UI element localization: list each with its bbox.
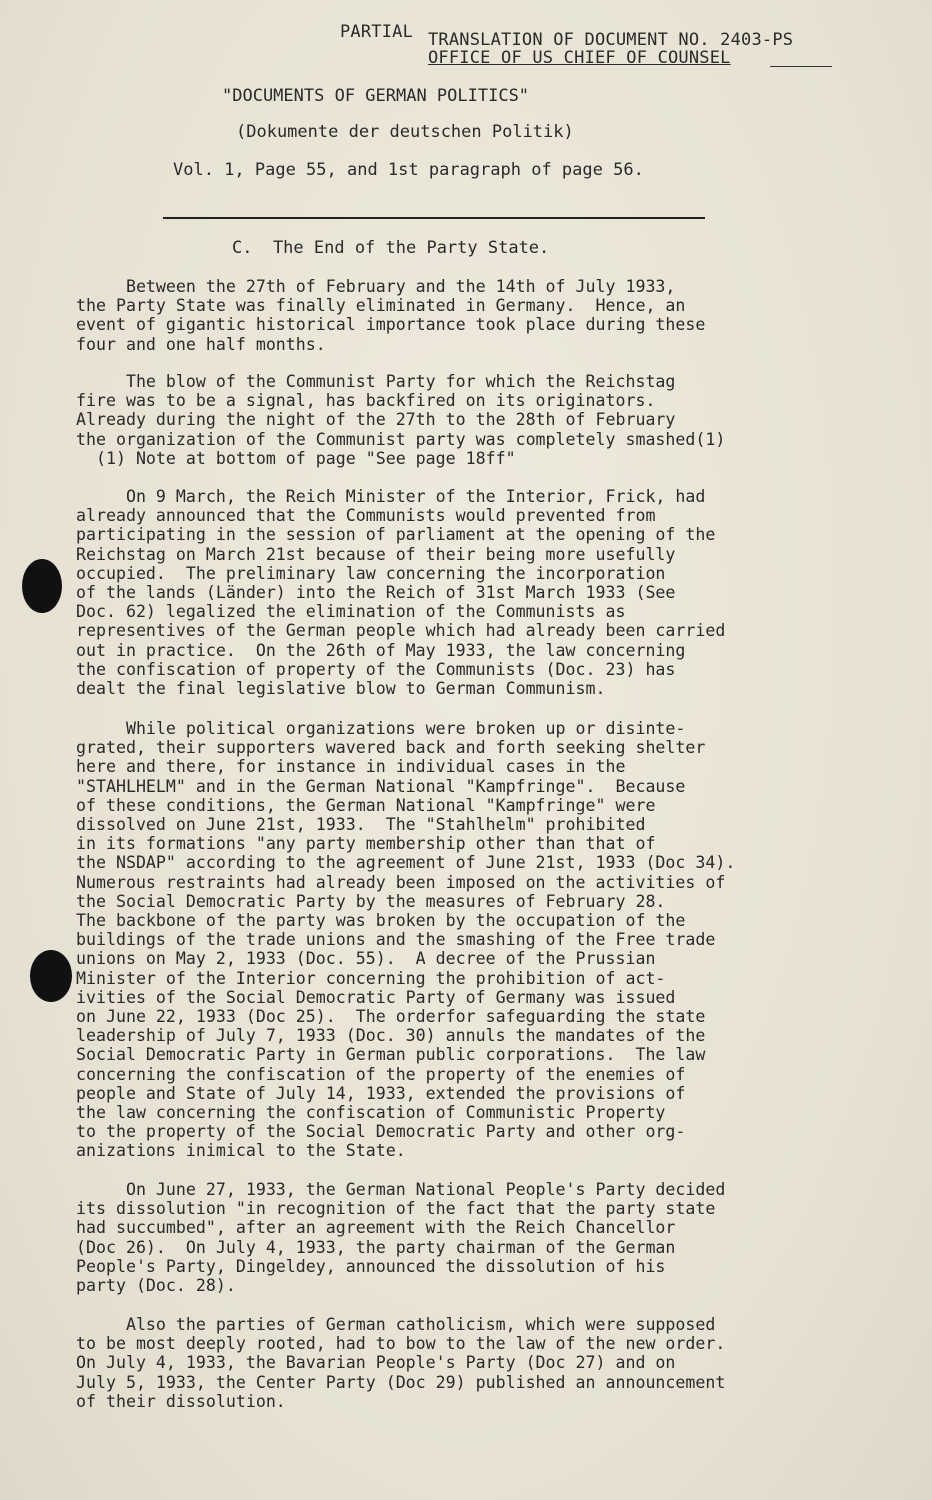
- paragraph-6: Also the parties of German catholicism, which were supposed to be most deeply rooted, had to bow to the law of the new order. On July 4, 1933, the Bavarian People's Party (Doc 27) and on July 5, 1933, the Center Party (Doc 29) published an announcement of their dissolution.: [76, 1315, 726, 1411]
- punch-hole: [30, 950, 72, 1002]
- paragraph-3: On 9 March, the Reich Minister of the Interior, Frick, had already announced that the Communists would prevented from participating in the session of parliament at the opening of the Reichstag on March 21st because of their being more usefully occupied. The preliminary law concerning the incorporation of the lands (Länder) into the Reich of 31st March 1933 (See Doc. 62) legalized the elimination of the Communists as representives of the German people which had already been carried out in practice. On the 26th of May 1933, the law concerning the confiscation of property of the Communists (Doc. 23) has dealt the final legislative blow to German Communism.: [76, 487, 726, 699]
- horizontal-rule: [163, 217, 705, 219]
- paragraph-2: The blow of the Communist Party for which the Reichstag fire was to be a signal, has backfired on its originators. Already during the night of the 27th to the 28th of February the organization of the Communist party was completely smashed(1) (1) Note at bottom of page "See page 18ff": [76, 372, 726, 468]
- paragraph-4: While political organizations were broken up or disinte- grated, their supporters wavered back and forth seeking shelter here and there, for instance in individual cases in the "STAHLHELM" and in the German National "Kampfringe". Because of these conditions, the German National "Kampfringe" were dissolved on June 21st, 1933. The "Stahlhelm" prohibited in its formations "any party membership other than that of the NSDAP" according to the agreement of June 21st, 1933 (Doc 34). Numerous restraints had already been imposed on the activities of the Social Democratic Party by the measures of February 28. The backbone of the party was broken by the occupation of the buildings of the trade unions and the smashing of the Free trade unions on May 2, 1933 (Doc. 55). A decree of the Prussian Minister of the Interior concerning the prohibition of act- ivities of the Social Democratic Party of Germany was issued on June 22, 1933 (Doc 25). The orderfor safeguarding the state leadership of July 7, 1933 (Doc. 30) annuls the mandates of the Social Democratic Party in German public corporations. The law concerning the confiscation of the property of the enemies of people and State of July 14, 1933, extended the provisions of the law concerning the confiscation of Communistic Property to the property of the Social Democratic Party and other org- anizations inimical to the State.: [76, 719, 736, 1161]
- header-translation: TRANSLATION OF DOCUMENT NO. 2403-PS: [428, 30, 794, 50]
- document-title: "DOCUMENTS OF GERMAN POLITICS": [222, 86, 530, 106]
- punch-hole: [22, 559, 62, 613]
- volume-reference: Vol. 1, Page 55, and 1st paragraph of page 56.: [173, 160, 644, 180]
- paragraph-5: On June 27, 1933, the German National People's Party decided its dissolution "in recognition of the fact that the party state had succumbed", after an agreement with the Reich Chancellor (Doc 26). On July 4, 1933, the party chairman of the German People's Party, Dingeldey, announced the dissolution of his party (Doc. 28).: [76, 1180, 726, 1296]
- section-heading: C. The End of the Party State.: [232, 238, 550, 258]
- document-subtitle: (Dokumente der deutschen Politik): [236, 122, 574, 142]
- header-office: OFFICE OF US CHIEF OF COUNSEL: [428, 48, 731, 68]
- header-partial: PARTIAL: [340, 22, 414, 42]
- paragraph-1: Between the 27th of February and the 14th of July 1933, the Party State was finally eliminated in Germany. Hence, an event of gigantic historical importance took place during these four and one half months.: [76, 277, 706, 354]
- header-underline: [770, 66, 832, 67]
